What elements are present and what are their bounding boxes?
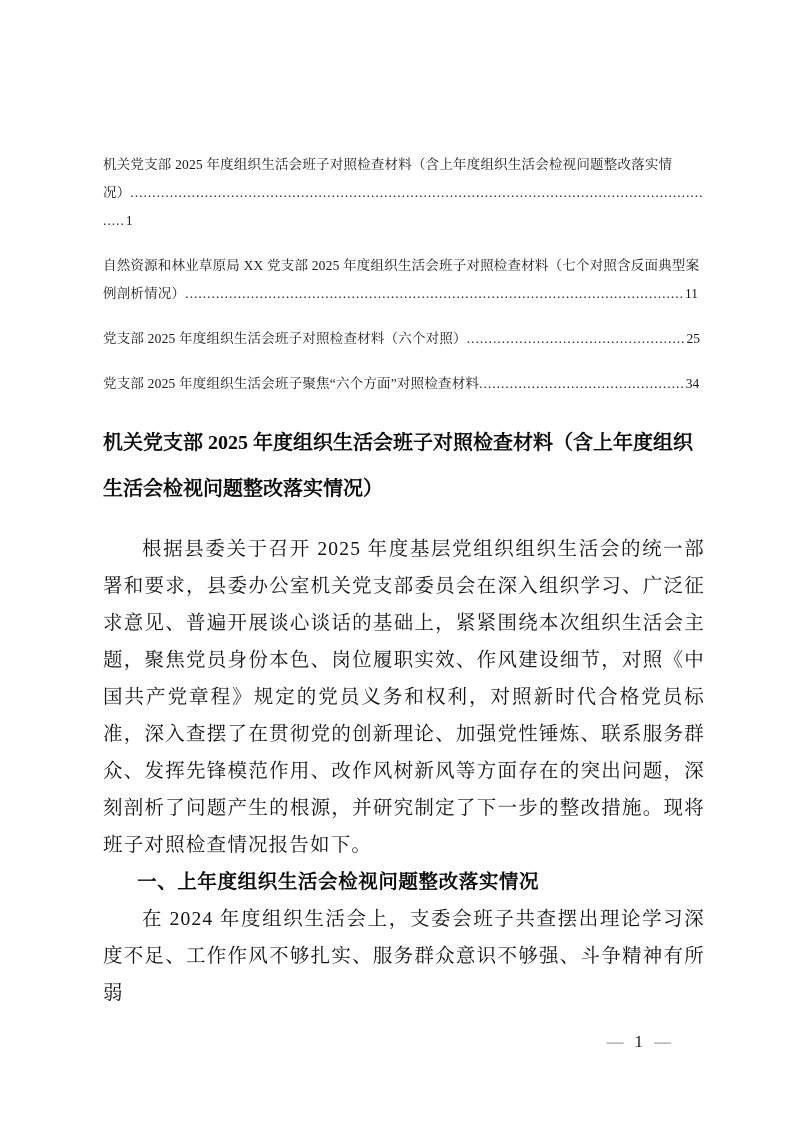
toc-page-number: 25 — [686, 331, 700, 346]
intro-paragraph: 根据县委关于召开 2025 年度基层党组织组织生活会的统一部署和要求，县委办公室机关党支部委员会在深入组织学习、广泛征求意见、普遍开展谈心谈话的基础上，紧紧围绕本次组织生活会主题，聚焦党员身份本色、岗位履职实效、作风建设细节，对照《中国共产党章程》规定的党员义务和权利，对照新时代合格党员标准，深入查摆了在贯彻党的创新理论、加强党性锤炼、联系服务群众、发挥先锋模范作用、改作风树新风等方面存在的突出问题，深刻剖析了问题产生的根源，并研究制定了下一步的整改措施。现将班子对照检查情况报告如下。 — [103, 539, 705, 856]
footer-dash-right: — — [654, 1032, 671, 1051]
toc-entry-title: 党支部 2025 年度组织生活会班子对照检查材料（六个对照） — [103, 331, 467, 346]
document-title: 机关党支部 2025 年度组织生活会班子对照检查材料（含上年度组织生活会检视问题整改落实情况） — [103, 432, 693, 500]
toc-entry-3[interactable] — [103, 325, 705, 353]
toc-entry-2[interactable] — [103, 252, 705, 308]
footer-page-number: 1 — [634, 1032, 643, 1051]
toc-page-number: 34 — [685, 376, 700, 391]
toc-leader-dots: ............................................... — [479, 376, 685, 391]
toc-page-number: 1 — [125, 213, 133, 228]
page-footer — [607, 1031, 672, 1053]
section-1-paragraph: 在 2024 年度组织生活会上，支委会班子共查摆出理论学习深度不足、工作作风不够扎实、服务群众意识不够强、斗争精神有所弱 — [103, 909, 705, 1004]
toc-leader-dots: ........................................................................................................................................ — [103, 185, 704, 228]
toc-entry-title: 自然资源和林业草原局 XX 党支部 2025 年度组织生活会班子对照检查材料（七个对照含反面典型案例剖析情况） — [103, 258, 700, 301]
toc-leader-dots: .................................................................................................................. — [185, 286, 684, 301]
toc-entry-title: 党支部 2025 年度组织生活会班子聚焦“六个方面”对照检查材料 — [103, 376, 480, 391]
document-body — [103, 531, 705, 1012]
footer-dash-left: — — [606, 1032, 624, 1051]
table-of-contents — [103, 151, 705, 415]
toc-leader-dots: .................................................. — [466, 331, 686, 346]
toc-entry-4[interactable] — [103, 370, 705, 398]
section-1-heading: 一、上年度组织生活会检视问题整改落实情况 — [137, 871, 540, 893]
toc-entry-title: 机关党支部 2025 年度组织生活会班子对照检查材料（含上年度组织生活会检视问题整改落实情况） — [103, 157, 673, 200]
toc-page-number: 11 — [684, 286, 698, 301]
toc-entry-1[interactable] — [103, 151, 705, 235]
